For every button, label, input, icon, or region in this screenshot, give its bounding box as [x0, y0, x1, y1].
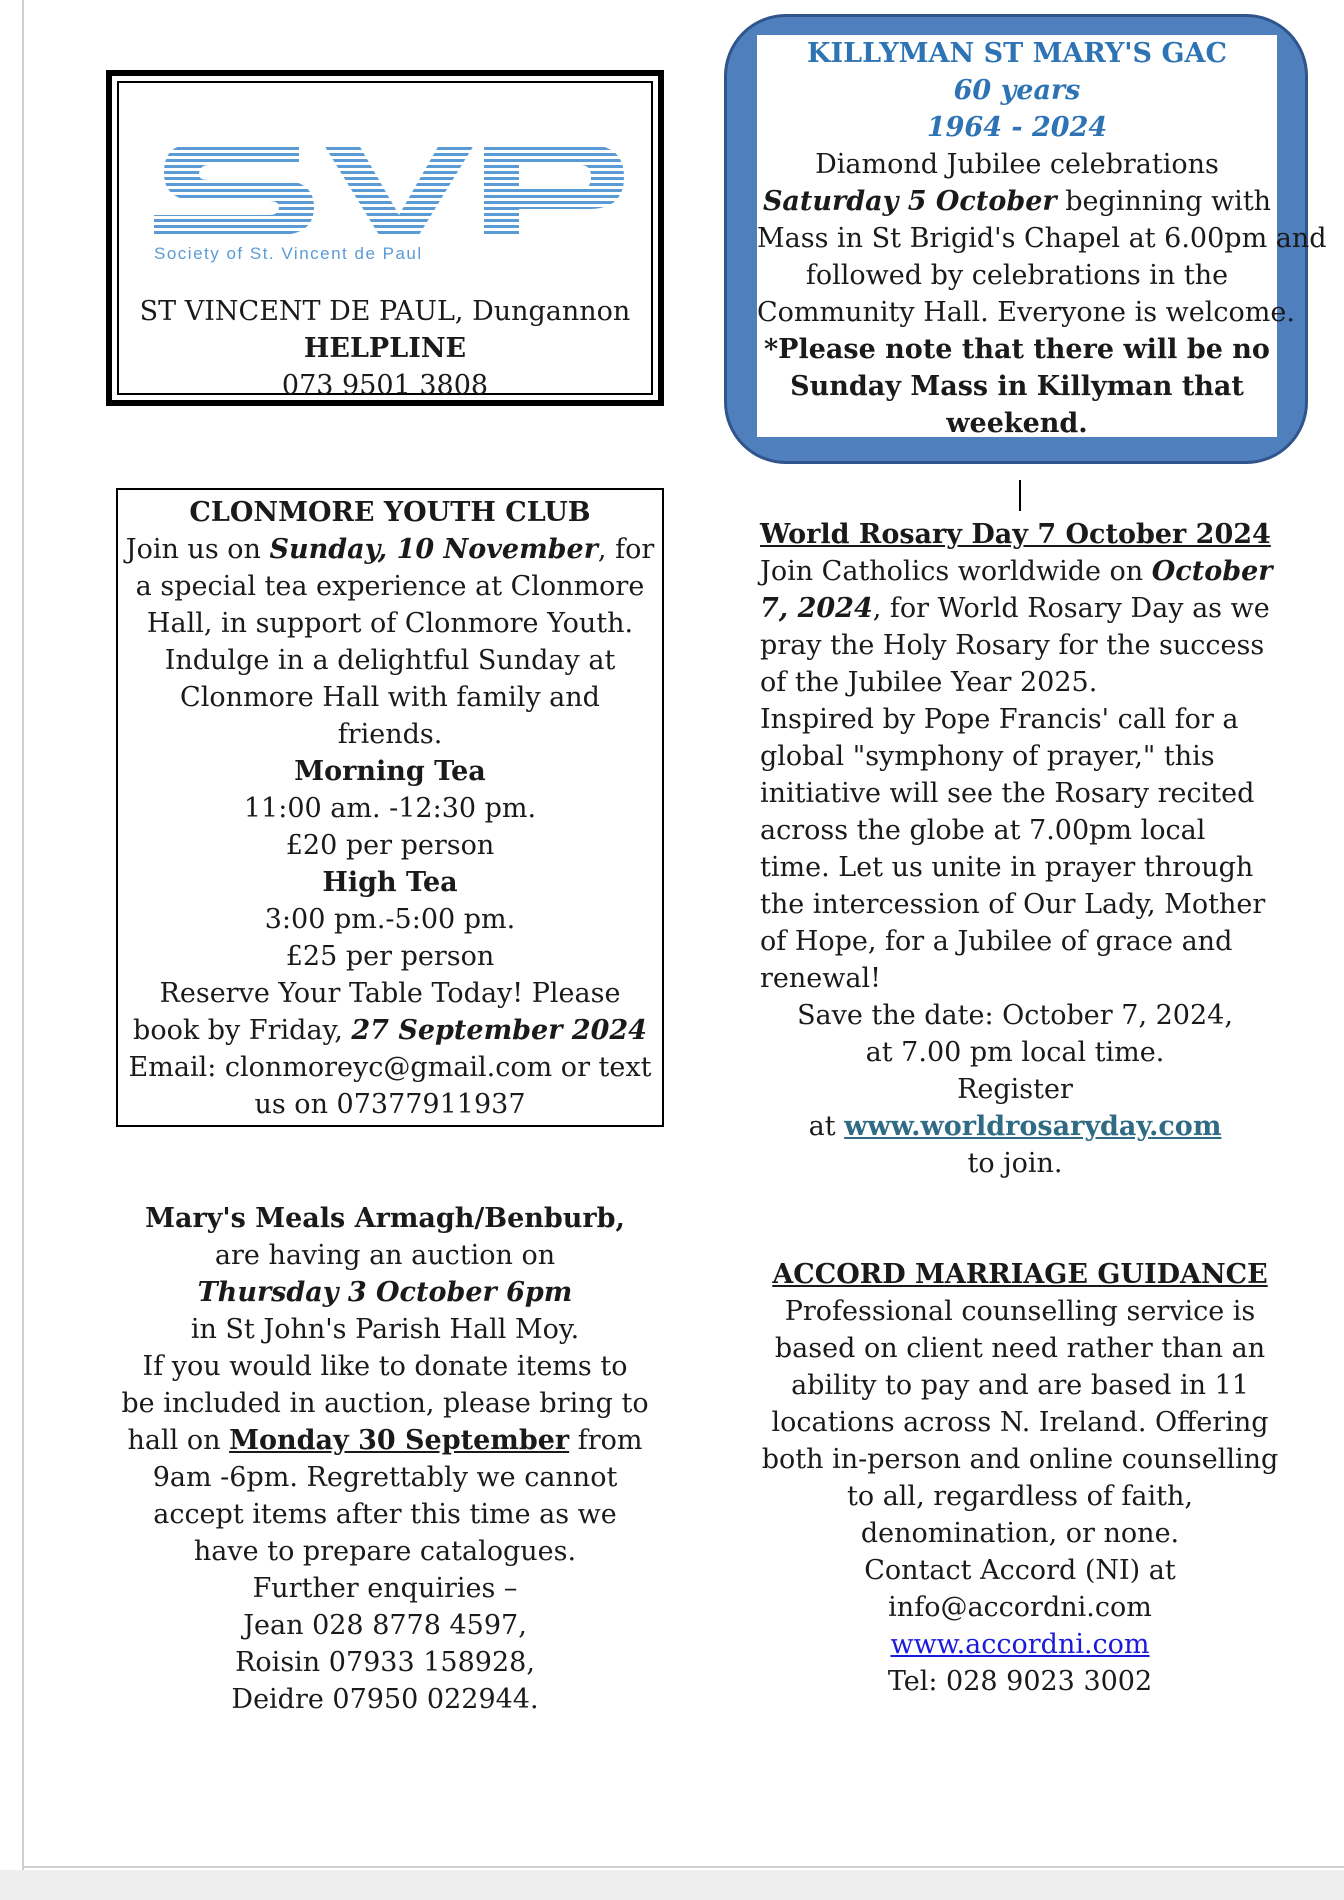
clonmore-line4: Indulge in a delightful Sunday at [164, 645, 616, 676]
accord-line8: Contact Accord (NI) at [864, 1555, 1176, 1586]
gac-line2-rest: beginning with [1056, 186, 1272, 217]
rosary-title: World Rosary Day 7 October 2024 [760, 519, 1271, 550]
gac-line1: Diamond Jubilee celebrations [815, 149, 1219, 180]
rosary-line9: time. Let us unite in prayer through [760, 852, 1254, 883]
svp-logo [149, 135, 629, 265]
clonmore-high-time: 3:00 pm.-5:00 pm. [264, 904, 516, 935]
rosary-register: Register [957, 1074, 1073, 1105]
svp-logo-text: Society of St. Vincent de Paul [154, 244, 423, 263]
marys-line8: have to prepare catalogues. [193, 1536, 577, 1567]
rosary-link-line [760, 1108, 1270, 1145]
marys-meals-notice [106, 1200, 664, 1718]
svp-helpline-label: HELPLINE [303, 333, 467, 364]
accord-title: ACCORD MARRIAGE GUIDANCE [772, 1259, 1268, 1290]
clonmore-l1-post: , for [597, 534, 655, 565]
accord-notice [750, 1256, 1290, 1700]
page-left-border [22, 0, 24, 1870]
gac-line3: Mass in St Brigid's Chapel at 6.00pm and [757, 223, 1327, 254]
marys-title: Mary's Meals Armagh/Benburb, [145, 1203, 625, 1234]
worldrosaryday-link[interactable]: www.worldrosaryday.com [844, 1111, 1222, 1142]
svp-text [119, 293, 651, 404]
rosary-notice [760, 516, 1300, 1182]
accord-line2: based on client need rather than an [774, 1333, 1266, 1364]
clonmore-line2: a special tea experience at Clonmore [135, 571, 645, 602]
gac-line2 [757, 183, 1277, 220]
clonmore-morning-label: Morning Tea [294, 756, 486, 787]
rosary-line11: of Hope, for a Jubilee of grace and [760, 926, 1233, 957]
gac-note1: *Please note that there will be no [764, 334, 1270, 365]
accord-line7: denomination, or none. [860, 1518, 1180, 1549]
clonmore-reserve: Reserve Your Table Today! Please [159, 978, 621, 1009]
clonmore-morning-time: 11:00 am. -12:30 pm. [243, 793, 537, 824]
marys-line5 [106, 1422, 664, 1459]
marys-date: Thursday 3 October 6pm [197, 1277, 573, 1308]
accord-line1: Professional counselling service is [784, 1296, 1256, 1327]
accord-line6: to all, regardless of faith, [847, 1481, 1193, 1512]
marys-contact3: Deidre 07950 022944. [231, 1684, 539, 1715]
accord-line4: locations across N. Ireland. Offering [771, 1407, 1269, 1438]
gac-notice-box [724, 14, 1327, 464]
marys-l5-post: from [569, 1425, 643, 1456]
rosary-l2-date: 7, 2024 [760, 593, 873, 624]
rosary-save2: at 7.00 pm local time. [865, 1037, 1165, 1068]
marys-contact1: Jean 028 8778 4597, [243, 1610, 527, 1641]
accord-line3: ability to pay and are based in 11 [791, 1370, 1249, 1401]
rosary-l1-date: October [1151, 556, 1273, 587]
marys-line2: in St John's Parish Hall Moy. [190, 1314, 580, 1345]
clonmore-title: CLONMORE YOUTH CLUB [189, 497, 591, 528]
accord-line5: both in-person and online counselling [761, 1444, 1279, 1475]
clonmore-book [118, 1012, 662, 1049]
clonmore-book-date: 27 September 2024 [351, 1015, 647, 1046]
gac-title: KILLYMAN ST MARY'S GAC [807, 38, 1227, 69]
gac-years: 60 years [953, 75, 1081, 106]
rosary-save1: Save the date: October 7, 2024, [797, 1000, 1233, 1031]
rosary-line8: across the globe at 7.00pm local [760, 815, 1206, 846]
clonmore-line1 [118, 531, 662, 568]
rosary-line6: global "symphony of prayer," this [760, 741, 1215, 772]
svp-title: ST VINCENT DE PAUL, Dungannon [139, 296, 631, 327]
clonmore-book-pre: book by Friday, [133, 1015, 352, 1046]
rosary-line5: Inspired by Pope Francis' call for a [760, 704, 1239, 735]
clonmore-l1-pre: Join us on [125, 534, 270, 565]
rosary-line3: pray the Holy Rosary for the success [760, 630, 1265, 661]
marys-line1: are having an auction on [214, 1240, 556, 1271]
accordni-link[interactable]: www.accordni.com [890, 1629, 1150, 1660]
rosary-join: to join. [967, 1148, 1063, 1179]
accord-email: info@accordni.com [888, 1592, 1152, 1623]
marys-l5-date: Monday 30 September [229, 1425, 570, 1456]
gac-event-date: Saturday 5 October [762, 186, 1057, 217]
gac-line5: Community Hall. Everyone is welcome. [757, 297, 1295, 328]
marys-line7: accept items after this time as we [153, 1499, 617, 1530]
marys-line6: 9am -6pm. Regrettably we cannot [152, 1462, 618, 1493]
rosary-line10: the intercession of Our Lady, Mother [760, 889, 1266, 920]
clonmore-notice-box [116, 488, 664, 1127]
svp-inner-frame [117, 81, 653, 401]
marys-contact2: Roisin 07933 158928, [235, 1647, 535, 1678]
marys-line4: be included in auction, please bring to [121, 1388, 649, 1419]
clonmore-line3: Hall, in support of Clonmore Youth. [146, 608, 634, 639]
rosary-line2 [760, 590, 1300, 627]
gac-dates: 1964 - 2024 [926, 112, 1108, 143]
rosary-line4: of the Jubilee Year 2025. [760, 667, 1098, 698]
clonmore-line5: Clonmore Hall with family and [180, 682, 600, 713]
rosary-line12: renewal! [760, 963, 881, 994]
marys-l5-pre: hall on [127, 1425, 230, 1456]
accord-link-line [750, 1626, 1290, 1663]
marys-line9: Further enquiries – [252, 1573, 518, 1604]
svp-notice-box [106, 70, 664, 406]
clonmore-email: Email: clonmoreyc@gmail.com or text [128, 1052, 652, 1083]
rosary-at: at [808, 1111, 845, 1142]
page-bottom-border [22, 1866, 1344, 1868]
text-cursor [1019, 480, 1021, 511]
clonmore-text-us: us on 07377911937 [254, 1089, 526, 1120]
gac-inner-panel [757, 35, 1327, 439]
marys-line3: If you would like to donate items to [142, 1351, 628, 1382]
accord-tel: Tel: 028 9023 3002 [887, 1666, 1153, 1697]
clonmore-event-date: Sunday, 10 November [269, 534, 598, 565]
clonmore-morning-price: £20 per person [285, 830, 495, 861]
gac-note3: weekend. [946, 408, 1088, 439]
rosary-l1-pre: Join Catholics worldwide on [760, 556, 1152, 587]
clonmore-high-price: £25 per person [285, 941, 495, 972]
svp-phone: 073 9501 3808 [281, 370, 489, 401]
rosary-line1 [760, 553, 1300, 590]
gac-line4: followed by celebrations in the [805, 260, 1229, 291]
clonmore-high-label: High Tea [322, 867, 458, 898]
rosary-line7: initiative will see the Rosary recited [760, 778, 1255, 809]
clonmore-line6: friends. [337, 719, 443, 750]
gac-note2: Sunday Mass in Killyman that [790, 371, 1244, 402]
rosary-l2-post: , for World Rosary Day as we [872, 593, 1270, 624]
